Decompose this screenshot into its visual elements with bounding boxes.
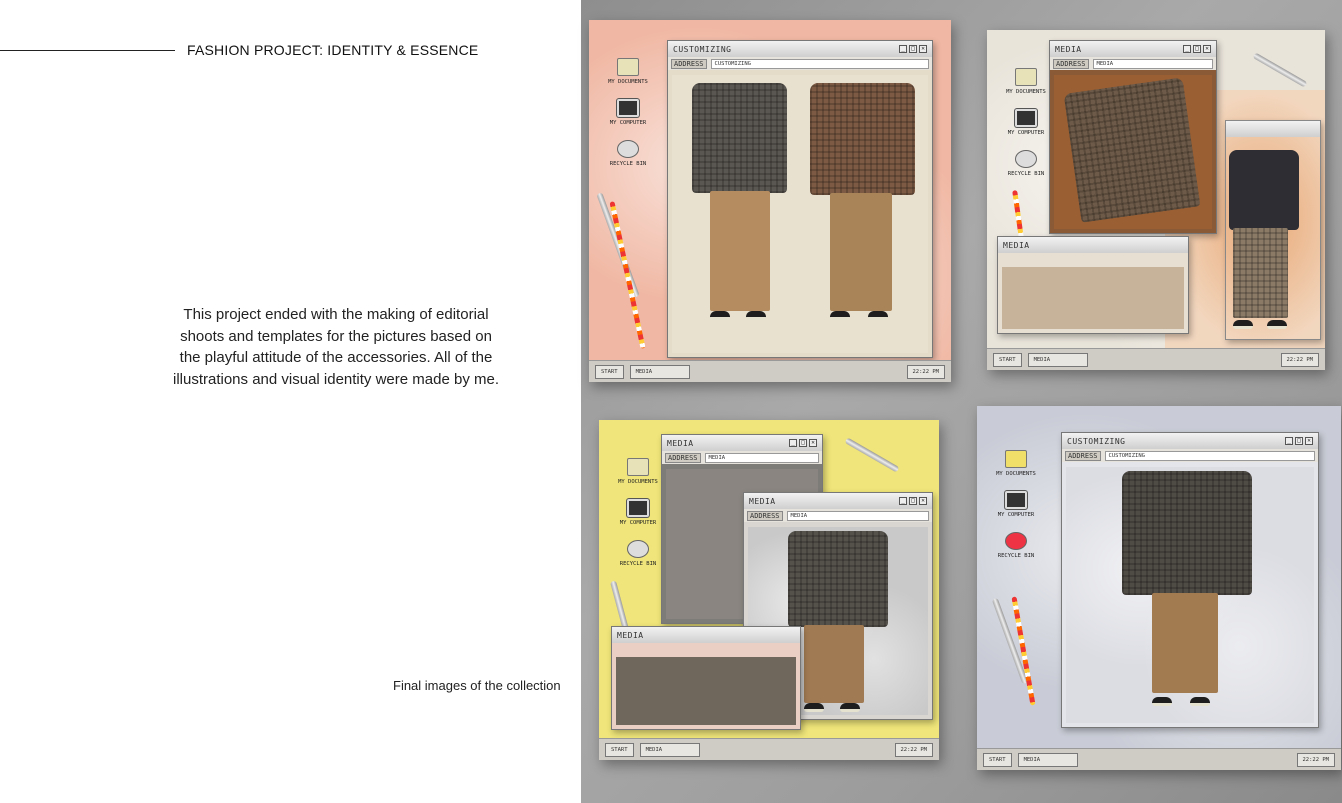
window-title: MEDIA: [667, 438, 694, 448]
window-titlebar: [744, 493, 932, 509]
window-titlebar: [1226, 121, 1320, 137]
maximize-button[interactable]: □: [1193, 45, 1201, 53]
window-media: [1049, 40, 1217, 234]
close-button[interactable]: ✕: [809, 439, 817, 447]
window-titlebar: [612, 627, 800, 643]
computer-icon: [617, 99, 639, 117]
maximize-button[interactable]: □: [799, 439, 807, 447]
outfit-photo: [616, 657, 796, 725]
gallery-caption: Final images of the collection: [393, 678, 561, 693]
window-title: CUSTOMIZING: [673, 44, 732, 54]
window-title: MEDIA: [749, 496, 776, 506]
window-titlebar: [998, 237, 1188, 253]
maximize-button[interactable]: □: [1295, 437, 1303, 445]
taskbar: [977, 748, 1341, 770]
close-button[interactable]: ✕: [1203, 45, 1211, 53]
icon-label: MY COMPUTER: [609, 120, 647, 126]
image-gallery: [581, 0, 1342, 803]
outfit-figure: [788, 531, 898, 715]
recycle-bin-icon: [1015, 150, 1037, 168]
address-input[interactable]: MEDIA: [1093, 59, 1213, 69]
window-customizing: [1061, 432, 1319, 728]
text-column: [0, 0, 581, 803]
recycle-bin-icon: [617, 140, 639, 158]
outfit-figure: [692, 83, 792, 353]
minimize-button[interactable]: _: [1183, 45, 1191, 53]
address-input[interactable]: CUSTOMIZING: [1105, 451, 1315, 461]
collection-image-1[interactable]: [589, 20, 951, 382]
address-bar: [1050, 57, 1216, 70]
outfit-figure: [1219, 150, 1309, 340]
icon-label: RECYCLE BIN: [997, 553, 1035, 559]
taskbar-item[interactable]: MEDIA: [1018, 753, 1078, 767]
window-titlebar: [1062, 433, 1318, 449]
icon-label: RECYCLE BIN: [619, 561, 657, 567]
maximize-button[interactable]: □: [909, 497, 917, 505]
window-titlebar: [1050, 41, 1216, 57]
address-input[interactable]: CUSTOMIZING: [711, 59, 929, 69]
window-customizing: [667, 40, 933, 358]
icon-label: MY DOCUMENTS: [1006, 89, 1046, 95]
taskbar-item[interactable]: MEDIA: [630, 365, 690, 379]
address-bar: [668, 57, 932, 70]
icon-label: RECYCLE BIN: [1007, 171, 1045, 177]
outfit-photo: [1066, 467, 1314, 723]
window-title: CUSTOMIZING: [1067, 436, 1126, 446]
page-title: FASHION PROJECT: IDENTITY & ESSENCE: [187, 42, 479, 58]
computer-icon: [1005, 491, 1027, 509]
outfit-photo: [1002, 267, 1184, 329]
icon-label: MY DOCUMENTS: [618, 479, 658, 485]
project-description: This project ended with the making of editorial shoots and templates for the pictures based on the playful attitude of the accessories. All of the illustrations and visual identity were made by me.: [173, 306, 499, 388]
taskbar-item[interactable]: MEDIA: [640, 743, 700, 757]
recycle-bin-icon: [627, 540, 649, 558]
address-label: ADDRESS: [747, 511, 783, 521]
collection-image-4[interactable]: [977, 406, 1341, 770]
taskbar-item[interactable]: MEDIA: [1028, 353, 1088, 367]
address-label: ADDRESS: [665, 453, 701, 463]
taskbar-clock: 22:22 PM: [1297, 753, 1336, 767]
outfit-figure: [810, 83, 920, 353]
close-button[interactable]: ✕: [919, 45, 927, 53]
minimize-button[interactable]: _: [1285, 437, 1293, 445]
taskbar-clock: 22:22 PM: [1281, 353, 1320, 367]
desktop-icons: [609, 458, 667, 581]
desktop-icons: [599, 58, 657, 181]
close-button[interactable]: ✕: [919, 497, 927, 505]
taskbar: [599, 738, 939, 760]
window-media-3: [611, 626, 801, 730]
folder-icon: [1015, 68, 1037, 86]
address-label: ADDRESS: [1065, 451, 1101, 461]
address-input[interactable]: MEDIA: [705, 453, 819, 463]
address-bar: [662, 451, 822, 464]
icon-label: MY COMPUTER: [619, 520, 657, 526]
maximize-button[interactable]: □: [909, 45, 917, 53]
desktop-icons: [997, 68, 1055, 191]
icon-label: MY DOCUMENTS: [996, 471, 1036, 477]
taskbar-clock: 22:22 PM: [907, 365, 946, 379]
outfit-photo: [672, 75, 928, 353]
computer-icon: [1015, 109, 1037, 127]
start-button[interactable]: START: [595, 365, 624, 379]
address-bar: [1062, 449, 1318, 462]
address-label: ADDRESS: [1053, 59, 1089, 69]
window-title: MEDIA: [617, 630, 644, 640]
icon-label: MY COMPUTER: [997, 512, 1035, 518]
icon-label: RECYCLE BIN: [609, 161, 647, 167]
safety-pin-icon: [1253, 52, 1308, 87]
outfit-photo: [1054, 75, 1212, 229]
taskbar-clock: 22:22 PM: [895, 743, 934, 757]
window-title: MEDIA: [1055, 44, 1082, 54]
start-button[interactable]: START: [993, 353, 1022, 367]
bead-strand: [609, 201, 645, 349]
icon-label: MY DOCUMENTS: [608, 79, 648, 85]
address-label: ADDRESS: [671, 59, 707, 69]
folder-icon: [627, 458, 649, 476]
header-rule: [0, 50, 175, 51]
minimize-button[interactable]: _: [789, 439, 797, 447]
collection-image-2[interactable]: [987, 30, 1325, 370]
icon-label: MY COMPUTER: [1007, 130, 1045, 136]
window-media-secondary: [997, 236, 1189, 334]
window-titlebar: [668, 41, 932, 57]
minimize-button[interactable]: _: [899, 497, 907, 505]
folder-icon: [617, 58, 639, 76]
recycle-bin-icon: [1005, 532, 1027, 550]
window-titlebar: [662, 435, 822, 451]
start-button[interactable]: START: [605, 743, 634, 757]
desktop-icons: [987, 450, 1045, 573]
safety-pin-icon: [845, 437, 900, 472]
outfit-figure: [1122, 471, 1262, 721]
taskbar: [589, 360, 951, 382]
address-bar: [744, 509, 932, 522]
collection-image-3[interactable]: [599, 420, 939, 760]
minimize-button[interactable]: _: [899, 45, 907, 53]
close-button[interactable]: ✕: [1305, 437, 1313, 445]
folder-icon: [1005, 450, 1027, 468]
start-button[interactable]: START: [983, 753, 1012, 767]
taskbar: [987, 348, 1325, 370]
address-input[interactable]: MEDIA: [787, 511, 929, 521]
window-title: MEDIA: [1003, 240, 1030, 250]
computer-icon: [627, 499, 649, 517]
